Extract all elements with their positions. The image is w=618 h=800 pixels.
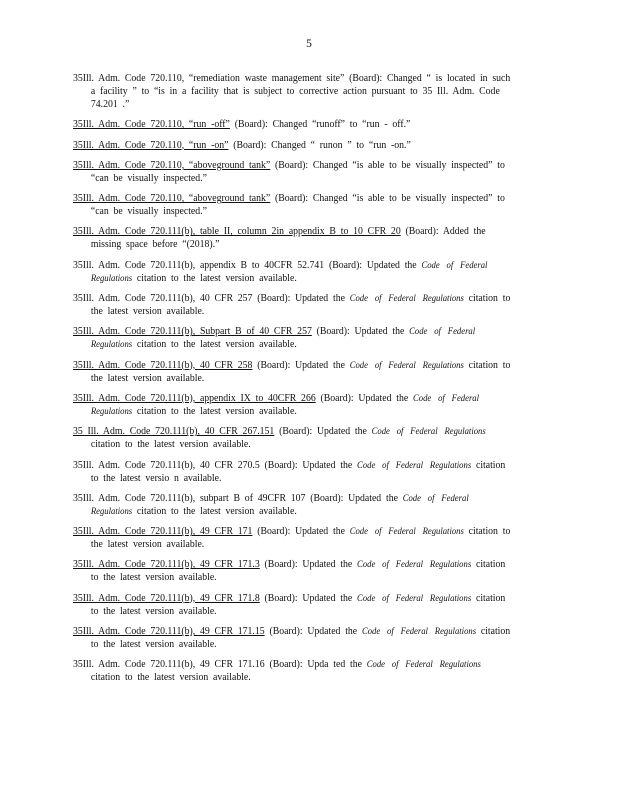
entry-citation: 35Ill. Adm. Code 720.111(b), 49 CFR 171.8 — [73, 592, 260, 604]
entry-citation: 35Ill. Adm. Code 720.110, “aboveground tank” — [73, 193, 271, 205]
entry-italic-title: Code of Federal Regulations — [90, 259, 488, 283]
amendment-list — [73, 72, 515, 692]
entry-description-end: citation to the latest version available. — [90, 672, 251, 684]
amendment-entry — [73, 118, 515, 131]
entry-description-end: citation to the latest versio n available. — [90, 459, 506, 484]
entry-description-end: citation to the latest version available. — [136, 505, 297, 517]
entry-description: (Board): Changed “is able to be visually inspected” to “can be visually inspected.” — [90, 193, 505, 218]
entry-citation: 35Ill. Adm. Code 720.111(b), table II, column 2in appendix B to 10 CFR 20 — [73, 226, 401, 238]
entry-description-end: citation to the latest version available. — [136, 272, 297, 284]
amendment-entry — [73, 139, 515, 152]
entry-description: (Board): Updated the — [316, 326, 405, 338]
amendment-entry — [73, 492, 515, 518]
entry-italic-title: Code of Federal Regulations — [357, 592, 472, 603]
entry-italic-title: Code of Federal Regulations — [357, 559, 472, 570]
entry-description: (Board): Updated the — [320, 392, 409, 404]
entry-description: (Board): Updated the — [279, 426, 367, 438]
entry-italic-title: Code of Federal Regulations — [90, 392, 480, 416]
entry-citation: 35Ill. Adm. Code 720.111(b), 40 CFR 258 — [73, 359, 253, 371]
entry-description: (Board): Updated the — [257, 359, 345, 371]
entry-citation: 35Ill. Adm. Code 720.111(b), subpart B of 49CFR 107 — [73, 492, 306, 504]
entry-citation: 35Ill. Adm. Code 720.110, “run -off” — [73, 119, 230, 131]
entry-citation: 35Ill. Adm. Code 720.111(b), Subpart B of 40 CFR 257 — [73, 326, 312, 338]
amendment-entry — [73, 72, 515, 111]
entry-italic-title: Code of Federal Regulations — [357, 459, 472, 470]
entry-italic-title: Code of Federal Regulations — [90, 326, 476, 350]
entry-citation: 35Ill. Adm. Code 720.111(b), appendix B to 40CFR 52.741 — [73, 259, 325, 271]
entry-citation: 35Ill. Adm. Code 720.111(b), appendix IX to 40CFR 266 — [73, 392, 316, 404]
entry-citation: 35Ill. Adm. Code 720.111(b), 40 CFR 257 — [73, 293, 253, 305]
entry-description: (Board): Changed “is able to be visually inspected” to “can be visually inspected.” — [90, 159, 505, 184]
entry-description-end: citation to the latest version available. — [90, 293, 511, 318]
entry-description-end: citation to the latest version available. — [136, 405, 297, 417]
amendment-entry — [73, 658, 515, 684]
entry-description: (Board): Updated the — [264, 459, 353, 471]
entry-description: (Board): Updated the — [257, 526, 345, 538]
amendment-entry — [73, 558, 515, 584]
entry-description: (Board): Changed “runoff” to “run - off.” — [234, 119, 411, 131]
entry-citation: 35Ill. Adm. Code 720.111(b), 49 CFR 171.15 — [73, 626, 265, 638]
page-number: 5 — [306, 38, 312, 50]
entry-citation: 35Ill. Adm. Code 720.111(b), 49 CFR 171 — [73, 526, 253, 538]
amendment-entry — [73, 192, 515, 218]
entry-description: (Board): Updated the — [310, 492, 398, 504]
entry-description-end: citation to the latest version available. — [90, 626, 511, 651]
entry-citation: 35Ill. Adm. Code 720.110, “remediation waste management site” — [73, 73, 345, 84]
entry-description: (Board): Upda ted the — [269, 659, 362, 671]
amendment-entry — [73, 592, 515, 618]
entry-italic-title: Code of Federal Regulations — [349, 293, 464, 304]
entry-description-end: citation to the latest version available. — [90, 439, 251, 451]
entry-citation: 35Ill. Adm. Code 720.111(b), 40 CFR 270.5 — [73, 459, 260, 471]
entry-italic-title: Code of Federal Regulations — [361, 626, 477, 637]
entry-italic-title: Code of Federal Regulations — [371, 426, 486, 437]
entry-italic-title: Code of Federal Regulations — [349, 359, 464, 370]
entry-description: (Board): Updated the — [264, 592, 353, 604]
amendment-entry — [73, 325, 515, 351]
entry-description: (Board): Updated the — [264, 559, 353, 571]
entry-italic-title: Code of Federal Regulations — [366, 659, 481, 670]
entry-italic-title: Code of Federal Regulations — [90, 492, 469, 516]
amendment-entry — [73, 392, 515, 418]
entry-description-end: citation to the latest version available. — [90, 526, 511, 551]
entry-description-end: citation to the latest version available. — [136, 339, 297, 351]
entry-citation: 35Ill. Adm. Code 720.111(b), 49 CFR 171.16 — [73, 659, 265, 671]
amendment-entry — [73, 525, 515, 551]
entry-description-end: citation to the latest version available. — [90, 592, 506, 617]
amendment-entry — [73, 159, 515, 185]
amendment-entry — [73, 425, 515, 451]
amendment-entry — [73, 359, 515, 385]
entry-citation: 35 Ill. Adm. Code 720.111(b), 40 CFR 267.151 — [73, 426, 275, 438]
entry-description: (Board): Updated the — [328, 259, 417, 271]
amendment-entry — [73, 225, 515, 251]
amendment-entry — [73, 459, 515, 485]
entry-description: (Board): Updated the — [269, 626, 358, 638]
entry-italic-title: Code of Federal Regulations — [349, 526, 464, 537]
entry-description-end: citation to the latest version available. — [90, 359, 511, 384]
entry-description: (Board): Updated the — [257, 293, 345, 305]
entry-citation: 35Ill. Adm. Code 720.111(b), 49 CFR 171.3 — [73, 559, 260, 571]
entry-citation: 35Ill. Adm. Code 720.110, “run -on” — [73, 139, 229, 151]
amendment-entry — [73, 259, 515, 285]
entry-description-end: citation to the latest version available. — [90, 559, 506, 584]
amendment-entry — [73, 292, 515, 318]
entry-description: (Board): Changed “ runon ” to “run -on.” — [233, 139, 411, 151]
entry-description: (Board): Added the missing space before “(2018).” — [90, 226, 486, 251]
entry-citation: 35Ill. Adm. Code 720.110, “aboveground tank” — [73, 159, 271, 171]
amendment-entry — [73, 625, 515, 651]
entry-description: (Board): Changed “ is located in such a facility ” to “is in a facility that is subject to corrective action pursuant to 35 Ill. Adm. Code 74.201 .” — [90, 73, 511, 110]
